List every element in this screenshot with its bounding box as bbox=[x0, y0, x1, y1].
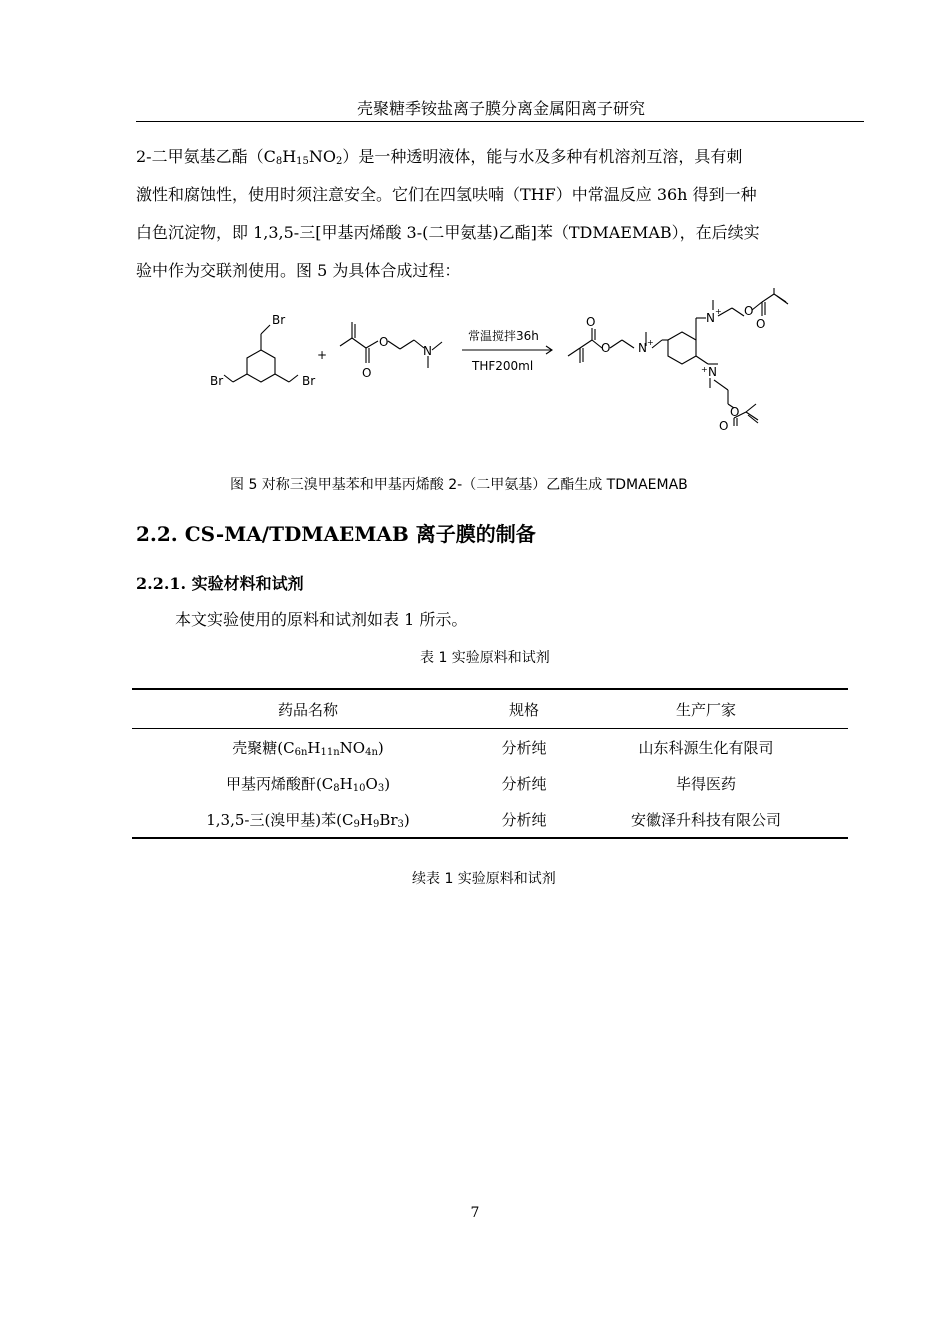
cell-spec: 分析纯 bbox=[501, 738, 547, 757]
product-carbonyl-oxygen-top: O bbox=[756, 317, 766, 331]
figure-caption: 图 5 对称三溴甲基苯和甲基丙烯酸 2-（二甲氨基）乙酯生成 TDMAEMAB bbox=[230, 477, 688, 493]
paragraph-line-1: 2-二甲氨基乙酯$(C_8H_{15}NO_2)$是一种透明液体，能与水及多种有机溶剂互溶，具有刺 bbox=[136, 147, 743, 167]
subsection-heading: 2.2.1. 实验材料和试剂 bbox=[136, 574, 304, 593]
bromine-label-top: Br bbox=[272, 313, 286, 327]
body-paragraph bbox=[136, 138, 862, 290]
product-charge-top: + bbox=[715, 307, 722, 316]
cell-maker: 毕得医药 bbox=[675, 774, 736, 793]
materials-table bbox=[132, 688, 848, 839]
header-rule bbox=[136, 121, 864, 122]
synthesis-scheme bbox=[200, 288, 800, 448]
cell-name: 甲基丙烯酸酐$(C_8H_{10}O_3)$ bbox=[225, 774, 391, 794]
column-header-name: 药品名称 bbox=[277, 700, 338, 719]
cell-spec: 分析纯 bbox=[501, 774, 547, 793]
reaction-condition-top: 常温搅拌36h bbox=[468, 329, 539, 343]
table-continued-caption: 续表 1 实验原料和试剂 bbox=[412, 871, 556, 887]
amine-nitrogen-label: N bbox=[423, 344, 432, 358]
product-ester-oxygen: O bbox=[601, 341, 611, 355]
product-ester-oxygen-top: O bbox=[744, 304, 754, 318]
running-header: 壳聚糖季铵盐离子膜分离金属阳离子研究 bbox=[356, 99, 645, 118]
carbonyl-oxygen-label: O bbox=[362, 366, 372, 380]
cell-name: 壳聚糖$(C_{6n}H_{11n}NO_{4n})$ bbox=[232, 738, 384, 758]
page-number: 7 bbox=[470, 1205, 480, 1221]
cell-maker: 安徽泽升科技有限公司 bbox=[630, 810, 781, 829]
bromine-label-left: Br bbox=[210, 374, 224, 388]
product-charge-left: + bbox=[647, 338, 654, 347]
product-nitrogen-bottom: N bbox=[708, 365, 717, 379]
section-heading: 2.2. CS-MA/TDMAEMAB 离子膜的制备 bbox=[136, 522, 536, 546]
benzene-ring-reactant bbox=[247, 350, 275, 382]
table-header-row bbox=[132, 690, 848, 729]
cell-spec: 分析纯 bbox=[501, 810, 547, 829]
column-header-spec: 规格 bbox=[508, 700, 539, 719]
table-caption: 表 1 实验原料和试剂 bbox=[420, 650, 550, 666]
product-nitrogen-top: N bbox=[706, 311, 715, 325]
bromine-label-right: Br bbox=[302, 374, 316, 388]
cell-maker: 山东科源生化有限司 bbox=[638, 738, 774, 757]
benzene-ring-product bbox=[668, 332, 696, 364]
product-ester-oxygen-bottom: O bbox=[730, 405, 740, 419]
reaction-condition-bottom: THF200ml bbox=[472, 359, 534, 373]
ester-oxygen-label: O bbox=[379, 335, 389, 349]
product-charge-bottom: + bbox=[701, 365, 708, 374]
product-nitrogen-left: N bbox=[638, 341, 647, 355]
table-row bbox=[132, 729, 848, 765]
intro-text: 本文实验使用的原料和试剂如表 1 所示。 bbox=[175, 610, 468, 629]
paragraph-line-2: 激性和腐蚀性，使用时须注意安全。它们在四氢呋喃（THF）中常温反应 36h 得到一种 bbox=[136, 185, 757, 204]
paragraph-line-4: 验中作为交联剂使用。图 5 为具体合成过程： bbox=[136, 261, 461, 280]
cell-name: 1,3,5-三(溴甲基)苯$(C_9H_9Br_3)$ bbox=[206, 810, 410, 830]
table-row bbox=[132, 801, 848, 837]
column-header-maker: 生产厂家 bbox=[675, 700, 736, 719]
paragraph-line-3: 白色沉淀物，即 1,3,5-三[甲基丙烯酸 3-(二甲氨基)乙酯]苯（TDMAEMAB），在后续实 bbox=[136, 223, 760, 242]
product-carbonyl-oxygen-bottom: O bbox=[719, 419, 729, 433]
table-row bbox=[132, 765, 848, 801]
plus-sign: + bbox=[317, 348, 328, 362]
product-carbonyl-oxygen: O bbox=[586, 315, 596, 329]
